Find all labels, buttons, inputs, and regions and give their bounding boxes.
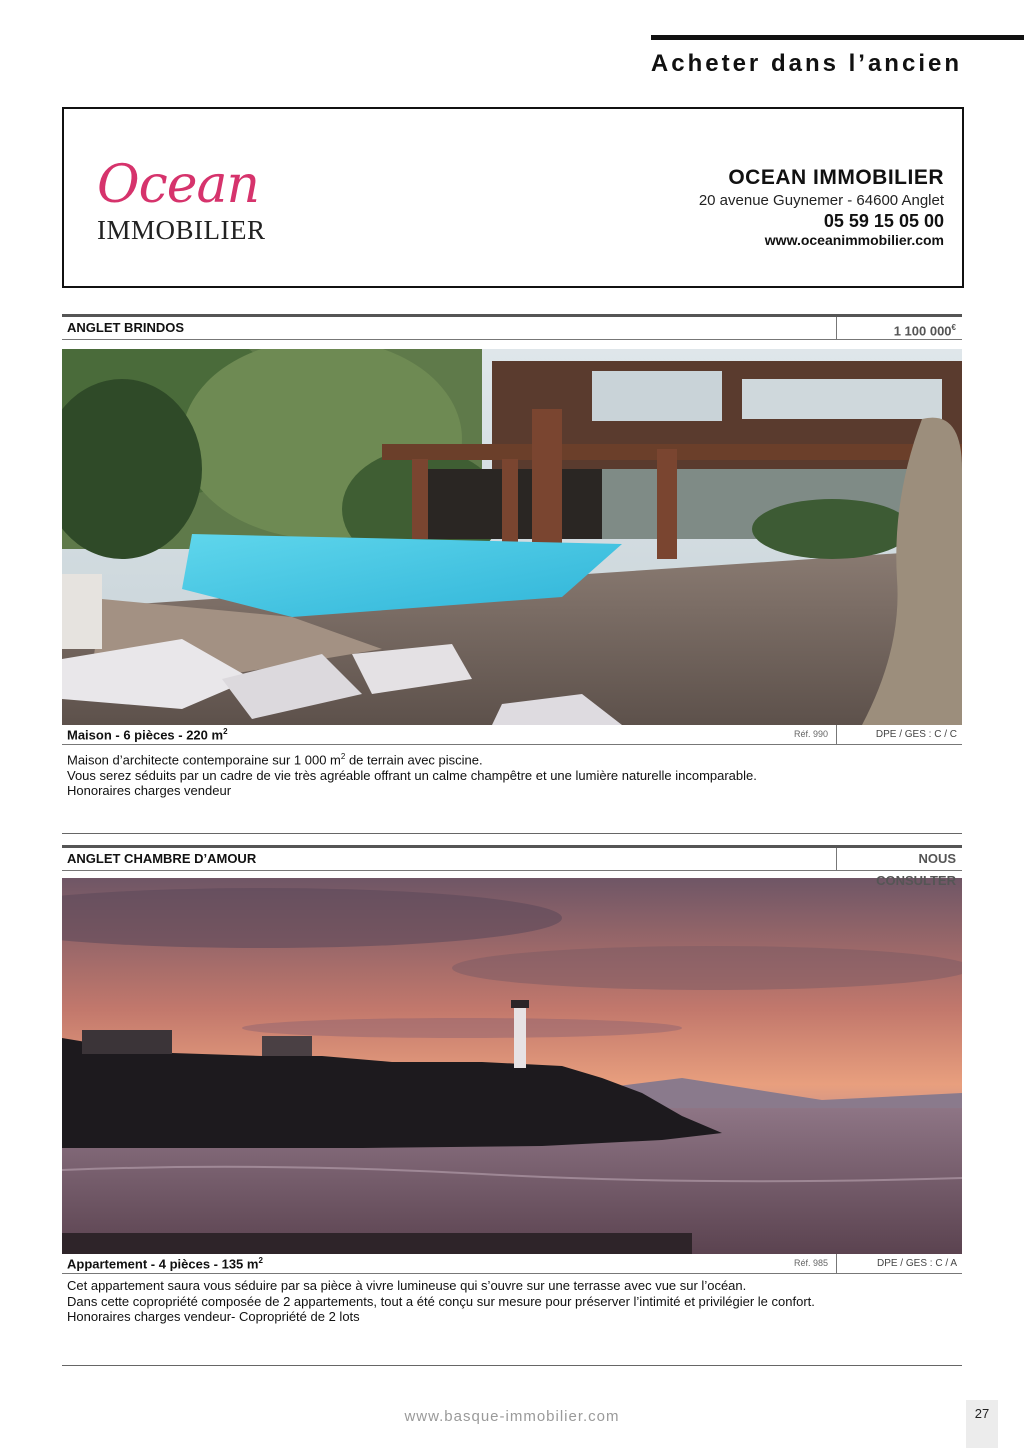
listing-location: ANGLET CHAMBRE D’AMOUR: [67, 851, 257, 866]
listing-photo-pool-house[interactable]: [62, 349, 962, 725]
desc-line: Honoraires charges vendeur: [67, 783, 232, 799]
agency-card: [62, 107, 964, 288]
listing-dpe: DPE / GES : C / A: [836, 1254, 962, 1273]
logo-script-text: Ocean: [97, 155, 260, 215]
section-title: Acheter dans l’ancien: [650, 50, 962, 77]
listing-spec-bar: [62, 725, 962, 745]
listing-spec-bar: [62, 1254, 962, 1274]
desc-line: Cet appartement saura vous séduire par sa pièce à vivre lumineuse qui s’ouvre sur une terrasse avec vue sur l’océan.: [67, 1278, 747, 1293]
top-accent-rule: [651, 35, 1024, 40]
agency-address: 20 avenue Guynemer - 64600 Anglet: [698, 192, 944, 209]
listing-description: [62, 1274, 962, 1325]
agency-name: OCEAN IMMOBILIER: [728, 166, 944, 189]
listing-type: Appartement - 4 pièces - 135 $m^2$: [67, 1256, 263, 1272]
listing-description: [62, 745, 962, 799]
listing-photo-lighthouse-sunset[interactable]: [62, 878, 962, 1254]
desc-line: Vous serez séduits par un cadre de vie très agréable offrant un calme champêtre et une lumière naturelle incomparable.: [67, 767, 757, 783]
listing-ref: Réf. 990: [793, 729, 828, 739]
listing-dpe: DPE / GES : C / C: [836, 725, 962, 744]
listing-ref: Réf. 985: [793, 1258, 828, 1268]
page-number-tab: [966, 1400, 998, 1448]
listing-location: ANGLET BRINDOS: [67, 320, 184, 335]
listing-header: [62, 845, 962, 888]
agency-contact: [699, 165, 944, 249]
listing-card: [62, 845, 962, 1325]
agency-logo: [97, 157, 297, 247]
agency-website-link[interactable]: www.oceanimmobilier.com: [764, 232, 944, 248]
listing-card: [62, 314, 962, 799]
logo-wordmark: IMMOBILIER: [97, 215, 266, 245]
listing-type: Maison - 6 pièces - 220 $m^2$: [67, 727, 228, 743]
listing-price: NOUS CONSULTER: [836, 848, 962, 870]
page-number: 27: [974, 1406, 990, 1421]
listing-header: [62, 314, 962, 340]
agency-phone[interactable]: 05 59 15 05 00: [823, 211, 944, 231]
listing-price: 1 100 000€: [836, 317, 962, 339]
listing-divider: [62, 833, 962, 834]
desc-line: Honoraires charges vendeur- Copropriété de 2 lots: [67, 1309, 360, 1324]
desc-line: Maison d’architecte contemporaine sur 1 000 $m^2$ de terrain avec piscine.: [67, 752, 483, 768]
listing-divider: [62, 1365, 962, 1366]
desc-line: Dans cette copropriété composée de 2 appartements, tout a été conçu sur mesure pour préserver l’intimité et privilégier le confort.: [67, 1293, 815, 1309]
footer-website-link[interactable]: www.basque-immobilier.com: [404, 1408, 620, 1425]
